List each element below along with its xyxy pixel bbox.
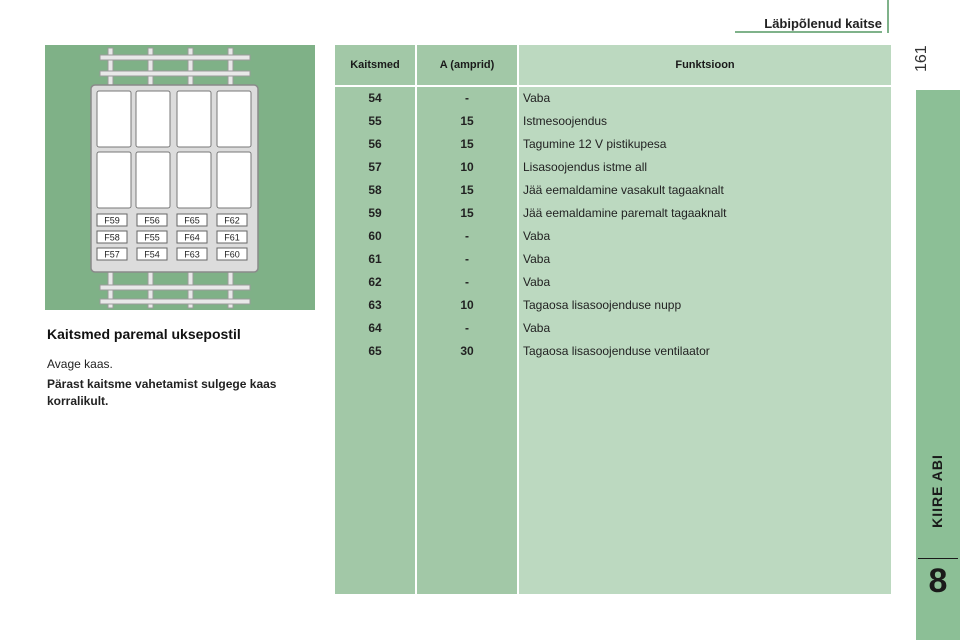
- function-cell: Lisasoojendus istme all: [523, 160, 648, 174]
- fuse-cell: 58: [368, 183, 382, 197]
- page-header-title: Läbipõlenud kaitse: [764, 16, 882, 31]
- amps-cell: -: [465, 275, 469, 289]
- table-row: [335, 294, 891, 317]
- function-cell: Vaba: [523, 321, 551, 335]
- instruction-paragraph-bold: Pärast kaitsme vahetamist sulgege kaas korralikult.: [47, 377, 277, 408]
- fuse-cell: 65: [368, 344, 382, 358]
- amps-cell: -: [465, 91, 469, 105]
- amps-cell: -: [465, 252, 469, 266]
- instruction-paragraph: Avage kaas.: [47, 357, 113, 371]
- fuse-box-illustration: [45, 45, 315, 310]
- page-number: 161: [913, 45, 930, 72]
- function-cell: Jää eemaldamine paremalt tagaaknalt: [523, 206, 727, 220]
- fuse-label: F54: [144, 249, 160, 260]
- fuse-label: F63: [184, 249, 200, 260]
- header-divider: [735, 31, 882, 33]
- function-cell: Vaba: [523, 229, 551, 243]
- amps-cell: -: [465, 229, 469, 243]
- fuse-table: [335, 45, 891, 594]
- amps-cell: 15: [460, 206, 474, 220]
- table-row: [335, 110, 891, 133]
- amps-cell: -: [465, 321, 469, 335]
- amps-cell: 10: [460, 298, 474, 312]
- fuse-cell: 59: [368, 206, 382, 220]
- fuse-cell: 56: [368, 137, 382, 151]
- table-row: [335, 271, 891, 294]
- table-body: [335, 87, 891, 363]
- fuse-cell: 63: [368, 298, 382, 312]
- table-row: [335, 202, 891, 225]
- function-cell: Tagaosa lisasoojenduse ventilaator: [523, 344, 710, 358]
- fuse-label: F62: [224, 215, 240, 226]
- function-cell: Tagumine 12 V pistikupesa: [523, 137, 667, 151]
- fuse-label: F60: [224, 249, 240, 260]
- bottom-connectors: [100, 270, 250, 308]
- chapter-divider: [918, 558, 958, 559]
- function-cell: Vaba: [523, 252, 551, 266]
- fuse-label: F57: [104, 249, 120, 260]
- fuse-cell: 61: [368, 252, 382, 266]
- function-cell: Istmesoojendus: [523, 114, 608, 128]
- section-title: Kaitsmed paremal uksepostil: [47, 326, 241, 342]
- table-row: [335, 156, 891, 179]
- table-row: [335, 179, 891, 202]
- function-cell: Jää eemaldamine vasakult tagaaknalt: [523, 183, 724, 197]
- header-fuse: Kaitsmed: [350, 59, 400, 71]
- fuse-label: F61: [224, 232, 240, 243]
- table-row: [335, 248, 891, 271]
- table-row: [335, 225, 891, 248]
- fuse-label: F56: [144, 215, 160, 226]
- header-function: Funktsioon: [675, 59, 735, 71]
- amps-cell: 15: [460, 137, 474, 151]
- amps-cell: 30: [460, 344, 474, 358]
- amps-cell: 15: [460, 183, 474, 197]
- header-divider-vertical: [887, 0, 889, 33]
- fuse-label: F64: [184, 232, 200, 243]
- table-header: [335, 45, 891, 85]
- fuse-cell: 55: [368, 114, 382, 128]
- amps-cell: 15: [460, 114, 474, 128]
- table-row: [335, 317, 891, 340]
- fuse-cell: 54: [368, 91, 382, 105]
- amps-cell: 10: [460, 160, 474, 174]
- chapter-title: KIIRE ABI: [929, 454, 945, 528]
- chapter-number: 8: [928, 562, 948, 600]
- fuse-cell: 62: [368, 275, 382, 289]
- fuse-cell: 64: [368, 321, 382, 335]
- fuse-label: F58: [104, 232, 120, 243]
- top-connectors: [100, 48, 250, 88]
- table-row: [335, 340, 891, 363]
- header-amps: A (amprid): [439, 59, 495, 71]
- function-cell: Tagaosa lisasoojenduse nupp: [523, 298, 682, 312]
- fuse-label: F55: [144, 232, 160, 243]
- table-row: [335, 133, 891, 156]
- table-row: [335, 87, 891, 110]
- fuse-box-drawing: [45, 45, 315, 310]
- fuse-cell: 60: [368, 229, 382, 243]
- function-cell: Vaba: [523, 91, 551, 105]
- fuse-cell: 57: [368, 160, 382, 174]
- fuse-label: F65: [184, 215, 200, 226]
- fuse-label: F59: [104, 215, 120, 226]
- function-cell: Vaba: [523, 275, 551, 289]
